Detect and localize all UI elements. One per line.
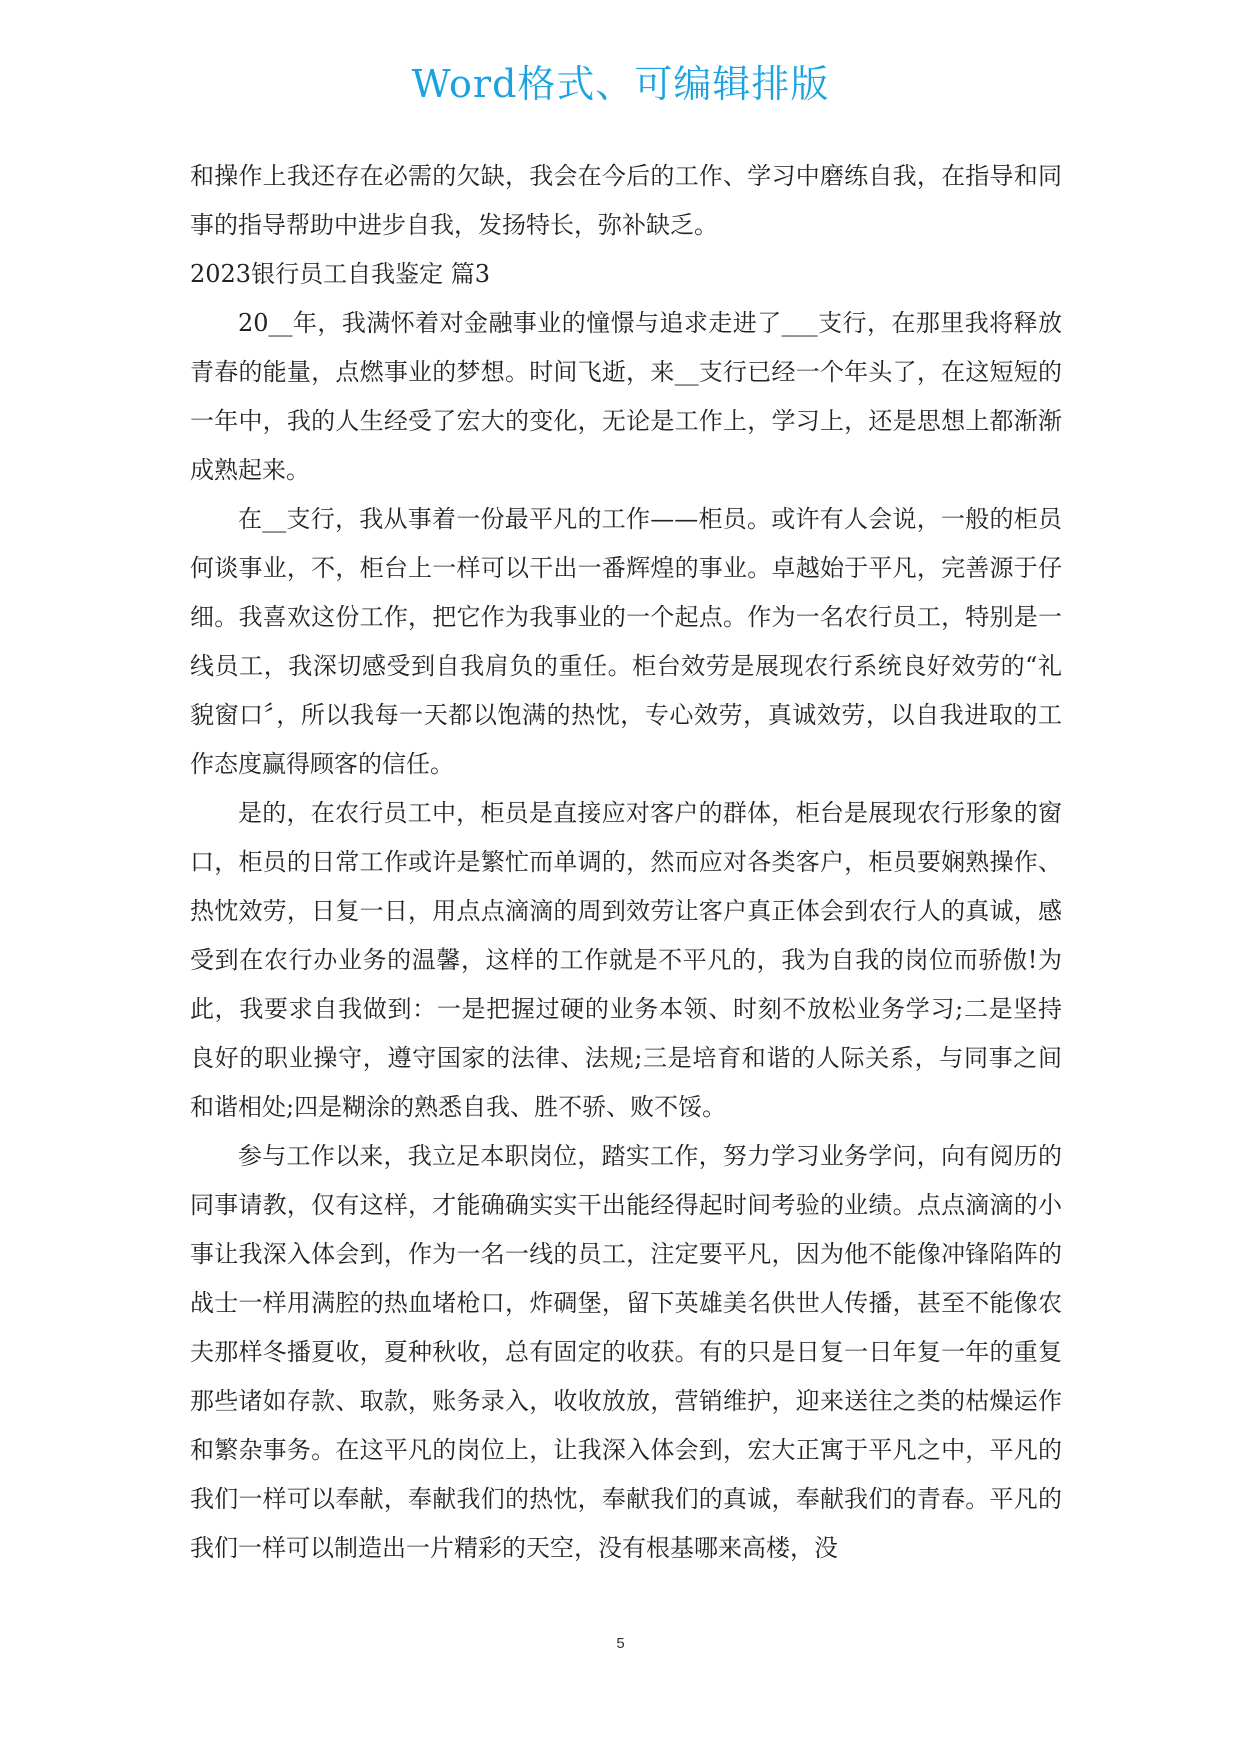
page-number: 5 xyxy=(616,1635,625,1652)
page-header-title: Word格式、可编辑排版 xyxy=(411,62,830,106)
paragraph: 20__年，我满怀着对金融事业的憧憬与追求走进了___支行，在那里我将释放青春的能量，点燃事业的梦想。时间飞逝，来__支行已经一个年头了，在这短短的一年中，我的人生经受了宏大的变化，无论是工作上，学习上，还是思想上都渐渐成熟起来。 xyxy=(190,309,1062,484)
paragraph: 参与工作以来，我立足本职岗位，踏实工作，努力学习业务学问，向有阅历的同事请教，仅有这样，才能确确实实干出能经得起时间考验的业绩。点点滴滴的小事让我深入体会到，作为一名一线的员工，注定要平凡，因为他不能像冲锋陷阵的战士一样用满腔的热血堵枪口，炸碉堡，留下英雄美名供世人传播，甚至不能像农夫那样冬播夏收，夏种秋收，总有固定的收获。有的只是日复一日年复一年的重复那些诸如存款、取款，账务录入，收收放放，营销维护，迎来送往之类的枯燥运作和繁杂事务。在这平凡的岗位上，让我深入体会到，宏大正寓于平凡之中，平凡的我们一样可以奉献，奉献我们的热忱，奉献我们的真诚，奉献我们的青春。平凡的我们一样可以制造出一片精彩的天空，没有根基哪来高楼，没 xyxy=(190,1142,1062,1562)
paragraph: 在__支行，我从事着一份最平凡的工作——柜员。或许有人会说，一般的柜员何谈事业，不，柜台上一样可以干出一番辉煌的事业。卓越始于平凡，完善源于仔细。我喜欢这份工作，把它作为我事业的一个起点。作为一名农行员工，特别是一线员工，我深切感受到自我肩负的重任。柜台效劳是展现农行系统良好效劳的“礼貌窗口〞，所以我每一天都以饱满的热忱，专心效劳，真诚效劳，以自我进取的工作态度赢得顾客的信任。 xyxy=(190,505,1062,778)
section-heading: 2023银行员工自我鉴定 篇3 xyxy=(190,260,490,288)
document-body xyxy=(190,152,1062,1573)
paragraph: 是的，在农行员工中，柜员是直接应对客户的群体，柜台是展现农行形象的窗口，柜员的日常工作或许是繁忙而单调的，然而应对各类客户，柜员要娴熟操作、热忱效劳，日复一日，用点点滴滴的周到效劳让客户真正体会到农行人的真诚，感受到在农行办业务的温馨，这样的工作就是不平凡的，我为自我的岗位而骄傲!为此，我要求自我做到：一是把握过硬的业务本领、时刻不放松业务学习;二是坚持良好的职业操守，遵守国家的法律、法规;三是培育和谐的人际关系，与同事之间和谐相处;四是糊涂的熟悉自我、胜不骄、败不馁。 xyxy=(190,799,1062,1121)
paragraph-continuation: 和操作上我还存在必需的欠缺，我会在今后的工作、学习中磨练自我，在指导和同事的指导帮助中进步自我，发扬特长，弥补缺乏。 xyxy=(190,162,1062,239)
